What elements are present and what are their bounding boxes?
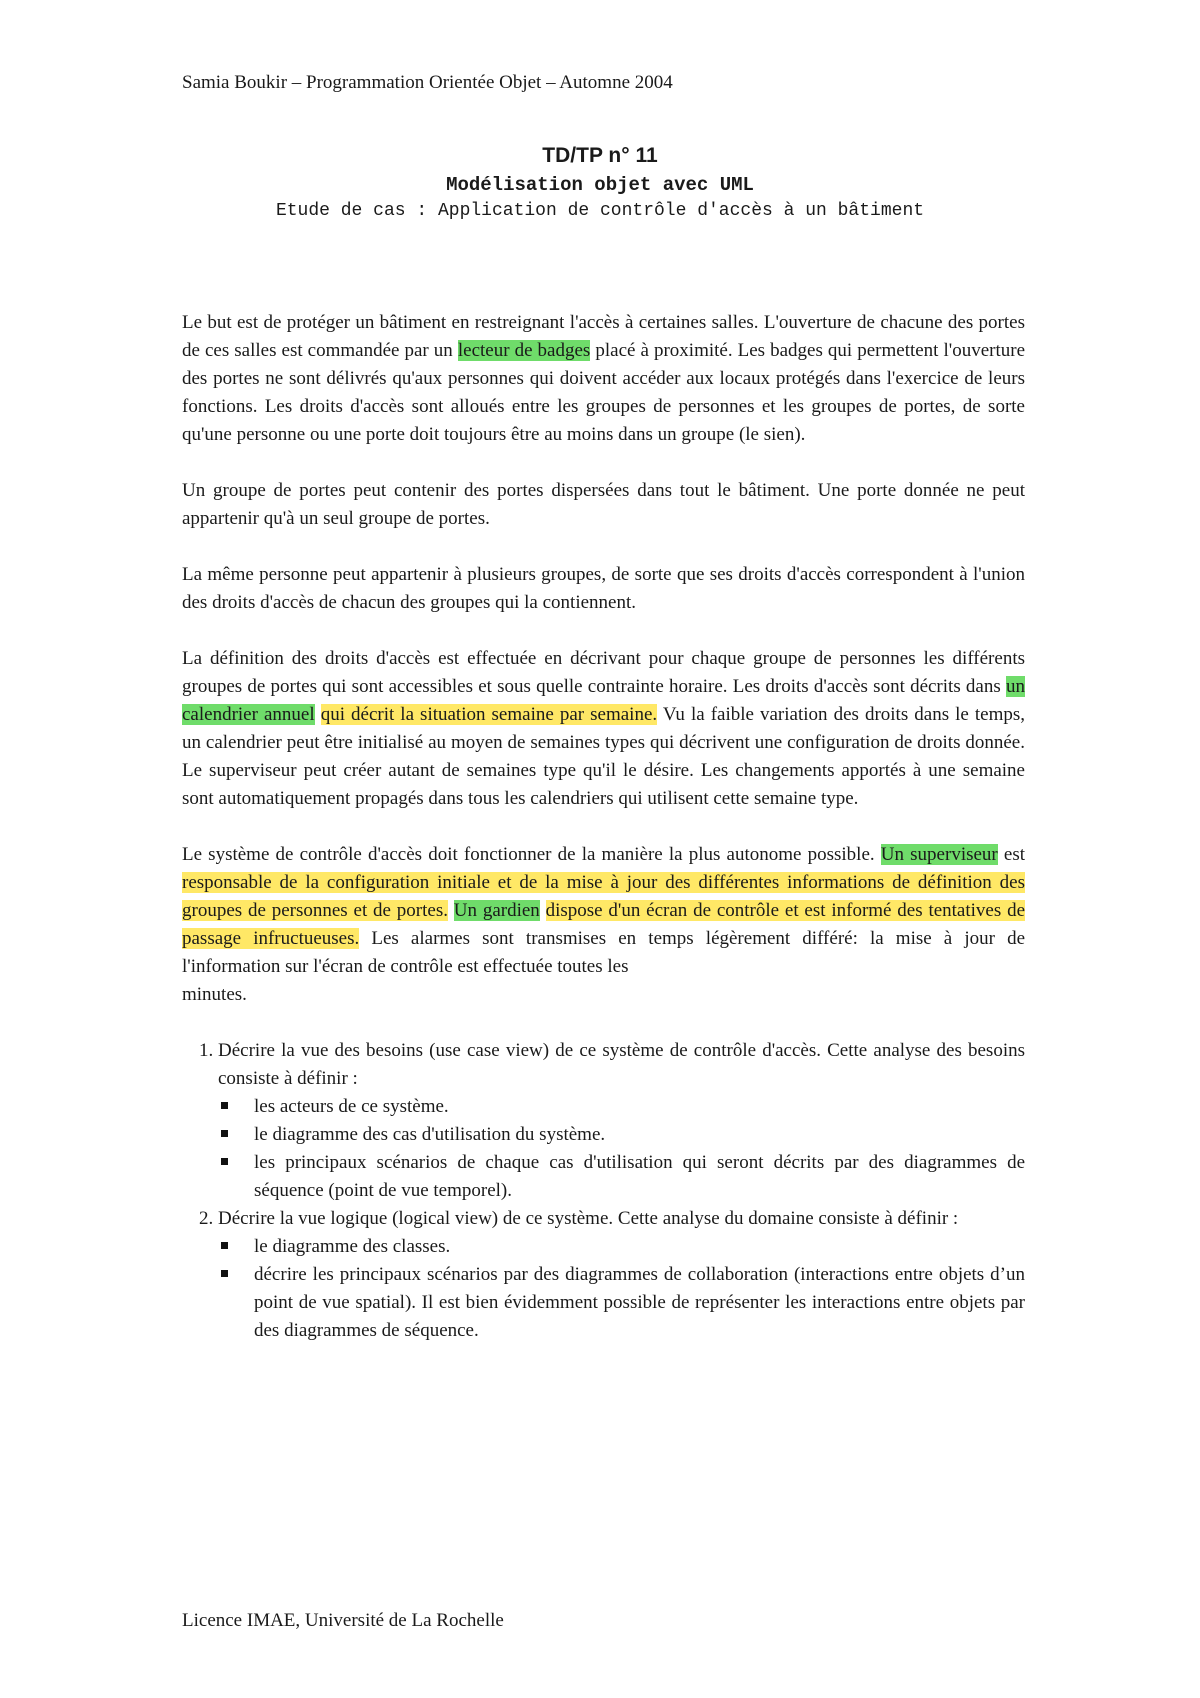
text: est <box>997 844 1025 865</box>
highlight-green: Un superviseur <box>880 844 998 865</box>
sub-item-text: le diagramme des classes. <box>254 1236 451 1257</box>
square-bullet-icon <box>221 1158 228 1165</box>
sub-item <box>254 1149 1025 1205</box>
page-header: Samia Boukir – Programmation Orientée Objet – Automne 2004 <box>182 72 673 93</box>
sub-item-text: le diagramme des cas d'utilisation du système. <box>254 1124 606 1145</box>
sub-item <box>254 1121 1025 1149</box>
text: Vu la faible variation des droits dans le temps, un calendrier peut être initialisé au moyen de semaines types qui décrivent une configuration de droits donnée. Le superviseur peut créer autant de semaines type qu'il le désire. Les changements apportés à une semaine sont automatiquement propagés dans tous les calendriers qui utilisent cette semaine type. <box>182 704 1026 809</box>
paragraph-access-rights <box>182 645 1025 813</box>
paragraph-door-groups: Un groupe de portes peut contenir des portes dispersées dans tout le bâtiment. Une porte donnée ne peut appartenir qu'à un seul groupe de portes. <box>182 480 1025 529</box>
text: Le but est de protéger un bâtiment en restreignant l'accès à certaines salles. L'ouverture de chacune des portes de ces salles est commandée par un <box>182 312 1025 361</box>
highlight-green: Un gardien <box>453 900 540 921</box>
sub-item-text: décrire les principaux scénarios par des diagrammes de collaboration (interactions entre objets d’un point de vue spatial). Il est bien évidemment possible de représenter les interactions entre objets par des diagrammes de séquence. <box>254 1264 1025 1341</box>
task-item <box>218 1205 1025 1345</box>
text: minutes. <box>182 984 247 1005</box>
highlight-yellow: qui décrit la situation semaine par semaine. <box>320 704 658 725</box>
highlight-green: un calendrier annuel <box>182 676 1025 725</box>
task-text: Décrire la vue des besoins (use case view) de ce système de contrôle d'accès. Cette analyse des besoins consiste à définir : <box>218 1040 1025 1089</box>
page-title: TD/TP n° 11 <box>542 144 658 167</box>
highlight-yellow: responsable de la configuration initiale et de la mise à jour des différentes informations de définition des groupes de personnes et de portes. <box>182 872 1025 921</box>
sub-list <box>218 1093 1025 1205</box>
text: La définition des droits d'accès est effectuée en décrivant pour chaque groupe de personnes les différents groupes de portes qui sont accessibles et sous quelle contrainte horaire. Les droits d'accès sont décrits dans <box>182 648 1025 697</box>
sub-item-text: les principaux scénarios de chaque cas d'utilisation qui seront décrits par des diagrammes de séquence (point de vue temporel). <box>254 1152 1025 1201</box>
page-footer: Licence IMAE, Université de La Rochelle <box>182 1610 504 1631</box>
case-study-title: Etude de cas : Application de contrôle d'accès à un bâtiment <box>275 201 925 221</box>
square-bullet-icon <box>221 1102 228 1109</box>
square-bullet-icon <box>221 1130 228 1137</box>
text: Les alarmes sont transmises en temps légèrement différé: la mise à jour de l'information sur l'écran de contrôle est effectuée toutes les <box>182 928 1026 977</box>
highlight-yellow: dispose d'un écran de contrôle et est informé des tentatives de passage infructueuses. <box>182 900 1025 949</box>
sub-list <box>218 1233 1025 1345</box>
sub-item <box>254 1093 1025 1121</box>
text: placé à proximité. Les badges qui permettent l'ouverture des portes ne sont délivrés qu'aux personnes qui doivent accéder aux locaux protégés dans l'exercice de leurs fonctions. Les droits d'accès sont alloués entre les groupes de personnes et les groupes de portes, de sorte qu'une personne ou une porte doit toujours être au moins dans un groupe (le sien). <box>182 340 1026 445</box>
task-item <box>218 1037 1025 1205</box>
text: Le système de contrôle d'accès doit fonctionner de la manière la plus autonome possible. <box>182 844 881 865</box>
title-block <box>0 144 1200 221</box>
paragraph-goal <box>182 309 1025 449</box>
page-subtitle: Modélisation objet avec UML <box>446 174 754 196</box>
sub-item <box>254 1261 1025 1345</box>
paragraph-system <box>182 841 1025 1009</box>
highlight-green: lecteur de badges <box>457 340 591 361</box>
task-list <box>182 1037 1025 1345</box>
square-bullet-icon <box>221 1242 228 1249</box>
paragraph-person-groups: La même personne peut appartenir à plusieurs groupes, de sorte que ses droits d'accès correspondent à l'union des droits d'accès de chacun des groupes qui la contiennent. <box>182 564 1025 613</box>
sub-item-text: les acteurs de ce système. <box>254 1096 449 1117</box>
sub-item <box>254 1233 1025 1261</box>
square-bullet-icon <box>221 1270 228 1277</box>
document-body <box>182 309 1025 1345</box>
task-text: Décrire la vue logique (logical view) de ce système. Cette analyse du domaine consiste à définir : <box>218 1208 959 1229</box>
